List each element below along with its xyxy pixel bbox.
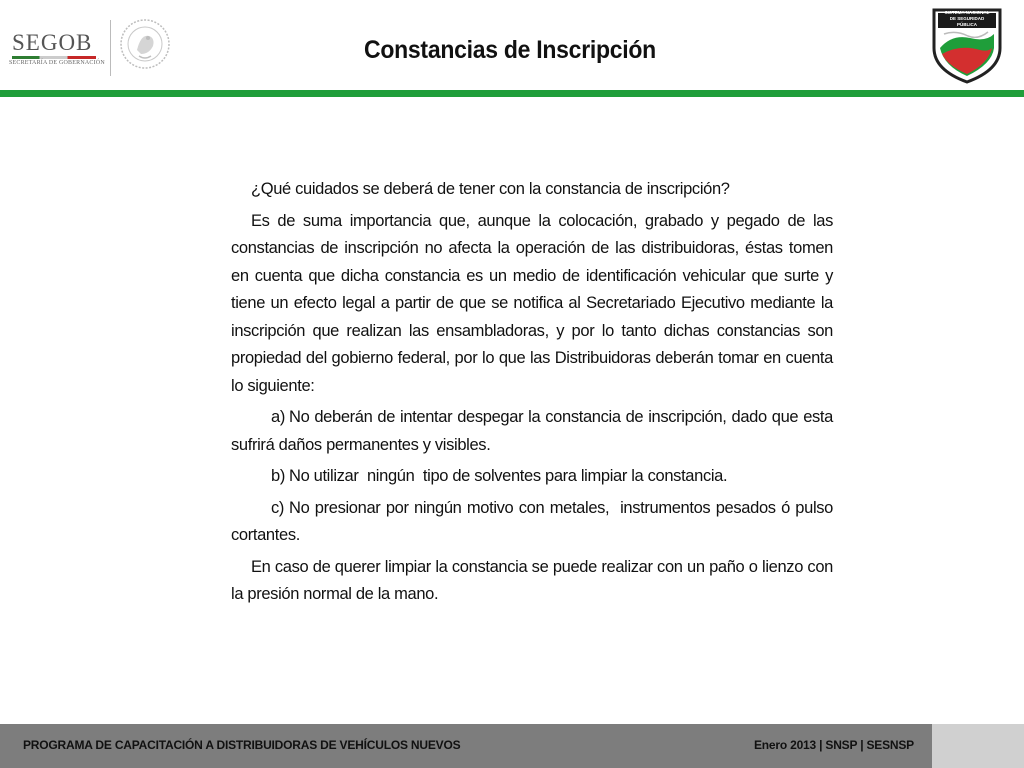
segob-logo-word: SEGOB: [12, 30, 93, 55]
snsp-shield-text: SISTEMA NACIONAL DE SEGURIDAD PÚBLICA: [944, 10, 990, 27]
question-paragraph: ¿Qué cuidados se deberá de tener con la constancia de inscripción?: [251, 180, 730, 198]
footer-program-title: PROGRAMA DE CAPACITACIÓN A DISTRIBUIDORAS DE VEHÍCULOS NUEVOS: [23, 738, 461, 752]
segob-logo-bar: [12, 56, 96, 59]
list-item-text: No utilizar ningún tipo de solventes para limpiar la constancia.: [289, 467, 728, 485]
page-title: Constancias de Inscripción: [364, 36, 656, 64]
footer-date-credits: Enero 2013 | SNSP | SESNSP: [753, 738, 914, 752]
footer-bar: [0, 724, 932, 768]
list-item: [231, 463, 833, 491]
intro-paragraph: Es de suma importancia que, aunque la colocación, grabado y pegado de las constancias de inscripción no afecta la operación de las distribuidoras, éstas tomen en cuenta que dicha constancia es un medio de identificación vehicular que surte y tiene un efecto legal a partir de que se notifica al Secretariado Ejecutivo mediante la inscripción que realizan las ensambladoras, y por lo tanto dichas constancias son propiedad del gobierno federal, por lo que las Distribuidoras deberán tomar en cuenta lo siguiente:: [231, 211, 833, 395]
content-body: [231, 176, 838, 613]
list-item-label: c): [271, 498, 285, 517]
segob-logo-subtitle: SECRETARÍA DE GOBERNACIÓN: [9, 60, 105, 66]
list-item: [231, 495, 838, 550]
header: [0, 0, 1024, 90]
list-item-label: a): [271, 408, 285, 426]
header-green-rule: [0, 90, 1024, 97]
closing-paragraph: En caso de querer limpiar la constancia se puede realizar con un paño o lienzo con la presión normal de la mano.: [231, 557, 833, 603]
list-item-label: b): [271, 467, 285, 485]
footer-side-block: [932, 724, 1024, 768]
list-item: [231, 404, 833, 459]
mexican-coat-of-arms-icon: [119, 16, 171, 76]
list-item-text: No deberán de intentar despegar la constancia de inscripción, dado que esta sufrirá daños permanentes y visibles.: [231, 408, 833, 454]
list-item-text: No presionar por ningún motivo con metales, instrumentos pesados ó pulso cortantes.: [231, 498, 838, 544]
header-divider: [110, 20, 111, 76]
